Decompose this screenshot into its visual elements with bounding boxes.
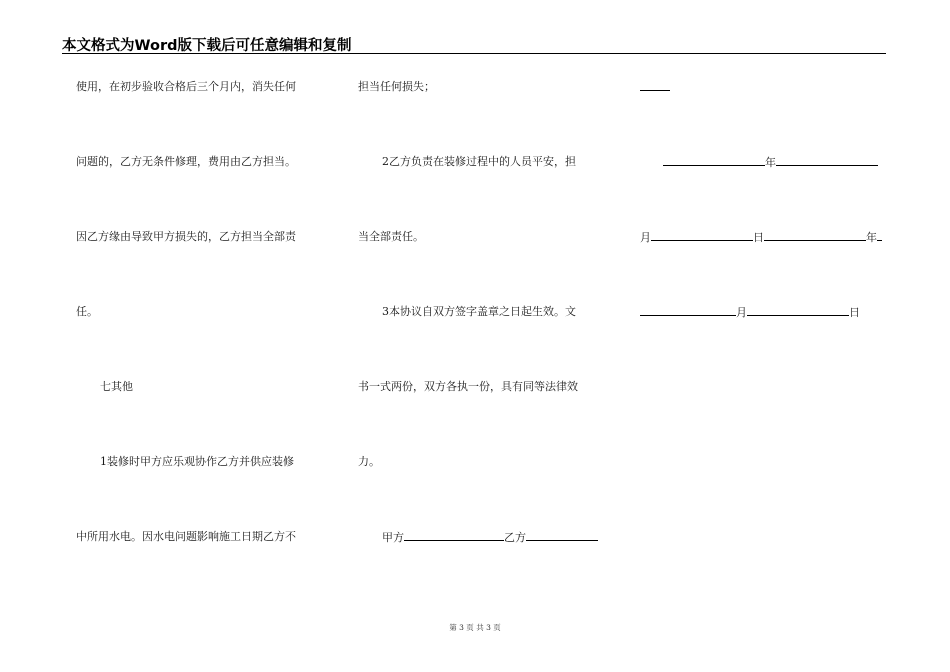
date-blank — [764, 230, 866, 241]
col2-line-1: 担当任何损失； — [358, 80, 435, 93]
header-divider — [62, 53, 886, 54]
party-b-label: 乙方 — [504, 531, 526, 544]
date-blank — [640, 305, 736, 316]
party-a-label: 甲方 — [382, 531, 404, 544]
date-blank — [747, 305, 849, 316]
col1-line-2: 问题的，乙方无条件修理，费用由乙方担当。 — [76, 155, 296, 168]
col3-line-2 — [663, 155, 878, 170]
signature-line — [382, 530, 598, 545]
col1-line-3: 因乙方缘由导致甲方损失的，乙方担当全部责 — [76, 230, 296, 243]
date-blank — [663, 155, 765, 166]
party-a-blank — [404, 530, 504, 541]
date-blank — [776, 155, 878, 166]
col1-line-1: 使用，在初步验收合格后三个月内，消失任何 — [76, 80, 296, 93]
col3-line-3 — [640, 230, 882, 245]
col2-line-6: 力。 — [358, 455, 380, 468]
date-blank — [640, 80, 670, 91]
col1-line-4: 任。 — [76, 305, 98, 318]
date-blank — [651, 230, 753, 241]
col1-section-heading: 七其他 — [100, 380, 133, 393]
year-label: 年 — [866, 231, 877, 244]
col1-line-7: 中所用水电。因水电问题影响施工日期乙方不 — [76, 530, 296, 543]
day-label: 日 — [849, 306, 860, 319]
date-blank — [877, 230, 882, 241]
col2-line-4: 3本协议自双方签字盖章之日起生效。文 — [382, 305, 576, 318]
year-label: 年 — [765, 156, 776, 169]
col1-line-6: 1装修时甲方应乐观协作乙方并供应装修 — [100, 455, 294, 468]
col2-line-3: 当全部责任。 — [358, 230, 424, 243]
day-label: 日 — [753, 231, 764, 244]
col3-line-4 — [640, 305, 860, 320]
col2-line-5: 书一式两份，双方各执一份，具有同等法律效 — [358, 380, 578, 393]
month-label: 月 — [640, 231, 651, 244]
party-b-blank — [526, 530, 598, 541]
col2-line-2: 2乙方负责在装修过程中的人员平安，担 — [382, 155, 576, 168]
col3-line-1 — [640, 80, 670, 95]
month-label: 月 — [736, 306, 747, 319]
page-number-footer: 第 3 页 共 3 页 — [449, 623, 501, 632]
document-header-title: 本文格式为Word版下载后可任意编辑和复制 — [62, 38, 352, 54]
